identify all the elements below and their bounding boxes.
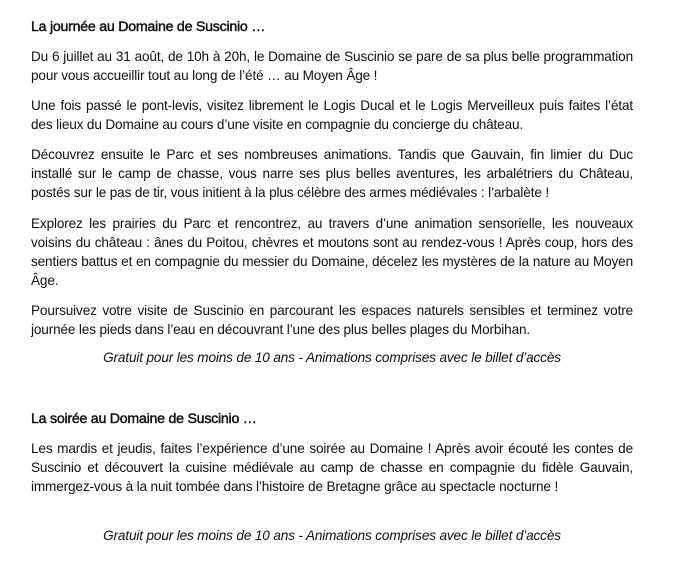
day-section-heading: La journée au Domaine de Suscinio … [31,19,266,35]
day-paragraph-3-block [31,145,633,202]
evening-pricing-note: Gratuit pour les moins de 10 ans - Animations comprises avec le billet d’accès [103,528,561,543]
day-paragraph-5-block [31,301,633,339]
day-paragraph-5: Poursuivez votre visite de Suscinio en parcourant les espaces naturels sensibles et terminez votre journée les pieds dans l’eau en découvrant l’une des plus belles plages du Morbihan. [31,303,633,337]
day-paragraph-2: Une fois passé le pont-levis, visitez librement le Logis Ducal et le Logis Merveilleux puis faites l’état des lieux du Domaine au cours d’une visite en compagnie du concierge du château. [31,98,633,132]
day-paragraph-1: Du 6 juillet au 31 août, de 10h à 20h, le Domaine de Suscinio se pare de sa plus belle programmation pour vous accueillir tout au long de l’été … au Moyen Âge ! [31,49,633,83]
evening-paragraph-1-block [31,439,633,496]
day-paragraph-4: Explorez les prairies du Parc et rencontrez, au travers d’une animation sensorielle, les nouveaux voisins du château : ânes du Poitou, chèvres et moutons sont au rendez-vous ! Après coup, hors des sentiers battus et en compagnie du messier du Domaine, décelez les mystères de la nature au Moyen Âge. [31,216,633,288]
evening-section-heading: La soirée au Domaine de Suscinio … [31,411,257,427]
evening-paragraph-1: Les mardis et jeudis, faites l’expérience d’une soirée au Domaine ! Après avoir écouté les contes de Suscinio et découvert la cuisine médiévale au camp de chasse en compagnie du fidèle Gauvain, immergez-vous à la nuit tombée dans l’histoire de Bretagne grâce au spectacle nocturne ! [31,441,633,494]
day-pricing-note: Gratuit pour les moins de 10 ans - Animations comprises avec le billet d’accès [103,350,561,365]
day-paragraph-2-block [31,96,633,134]
day-paragraph-1-block [31,47,633,85]
day-paragraph-4-block [31,214,633,290]
day-paragraph-3: Découvrez ensuite le Parc et ses nombreuses animations. Tandis que Gauvain, fin limier du Duc installé sur le camp de chasse, vous narre ses plus belles aventures, les arbalétriers du Château, postés sur le pas de tir, vous initient à la plus célèbre des armes médiévales : l’arbalète ! [31,147,633,200]
